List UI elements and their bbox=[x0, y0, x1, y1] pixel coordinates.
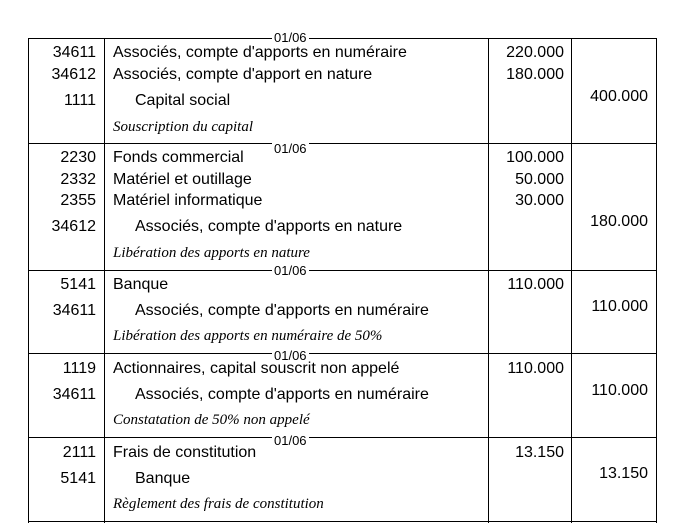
column-rule-account bbox=[104, 38, 105, 523]
account-label: Matériel et outillage bbox=[113, 171, 252, 188]
entry-description: Constatation de 50% non appelé bbox=[113, 412, 310, 428]
account-label: Associés, compte d'apports en numéraire bbox=[135, 302, 429, 319]
debit-amount: 13.150 bbox=[515, 444, 564, 461]
column-rule-debit bbox=[571, 38, 572, 523]
account-label: Banque bbox=[113, 276, 169, 293]
account-label: Associés, compte d'apports en numéraire bbox=[135, 386, 429, 403]
debit-amount: 180.000 bbox=[506, 66, 564, 83]
table-bottom-rule bbox=[28, 521, 656, 522]
account-label: Capital social bbox=[135, 92, 231, 109]
entry-separator-1 bbox=[28, 38, 656, 39]
entry-description: Libération des apports en numéraire de 50% bbox=[113, 328, 383, 344]
account-number: 2355 bbox=[60, 192, 96, 209]
account-number: 1119 bbox=[62, 360, 96, 377]
account-label: Actionnaires, capital souscrit non appelé bbox=[113, 360, 400, 377]
credit-amount: 110.000 bbox=[591, 382, 648, 399]
debit-amount: 100.000 bbox=[506, 149, 564, 166]
account-number: 34611 bbox=[52, 386, 96, 403]
account-number: 5141 bbox=[60, 276, 96, 293]
debit-amount: 220.000 bbox=[506, 44, 564, 61]
entry-separator-4 bbox=[28, 353, 656, 354]
account-number: 34612 bbox=[51, 218, 96, 235]
debit-amount: 30.000 bbox=[515, 192, 564, 209]
account-label: Associés, compte d'apports en nature bbox=[135, 218, 403, 235]
account-label: Associés, compte d'apports en numéraire bbox=[113, 44, 407, 61]
credit-amount: 110.000 bbox=[591, 298, 648, 315]
debit-amount: 50.000 bbox=[515, 171, 564, 188]
account-number: 34611 bbox=[52, 302, 96, 319]
entry-date: 01/06 bbox=[274, 30, 307, 45]
debit-amount: 110.000 bbox=[507, 360, 564, 377]
account-label: Fonds commercial bbox=[113, 149, 244, 166]
entry-separator-5 bbox=[28, 437, 656, 438]
entry-description: Souscription du capital bbox=[113, 119, 253, 135]
entry-separator-2 bbox=[28, 143, 656, 144]
account-number: 1111 bbox=[63, 92, 96, 109]
account-number: 34611 bbox=[52, 44, 96, 61]
credit-amount: 180.000 bbox=[590, 213, 648, 230]
account-label: Associés, compte d'apport en nature bbox=[113, 66, 373, 83]
column-rule-right bbox=[656, 38, 657, 523]
entry-description: Libération des apports en nature bbox=[113, 245, 310, 261]
account-label: Matériel informatique bbox=[113, 192, 263, 209]
entry-date: 01/06 bbox=[274, 141, 307, 156]
account-label: Frais de constitution bbox=[113, 444, 257, 461]
account-label: Banque bbox=[135, 470, 191, 487]
entry-description: Règlement des frais de constitution bbox=[113, 496, 324, 512]
entry-date: 01/06 bbox=[274, 263, 307, 278]
credit-amount: 400.000 bbox=[590, 88, 648, 105]
debit-amount: 110.000 bbox=[507, 276, 564, 293]
entry-date: 01/06 bbox=[274, 348, 307, 363]
credit-amount: 13.150 bbox=[599, 465, 648, 482]
account-number: 2332 bbox=[60, 171, 96, 188]
account-number: 5141 bbox=[60, 470, 96, 487]
account-number: 2230 bbox=[60, 149, 96, 166]
entry-separator-3 bbox=[28, 270, 656, 271]
account-number: 2111 bbox=[62, 444, 96, 461]
account-number: 34612 bbox=[51, 66, 96, 83]
entry-date: 01/06 bbox=[274, 433, 307, 448]
